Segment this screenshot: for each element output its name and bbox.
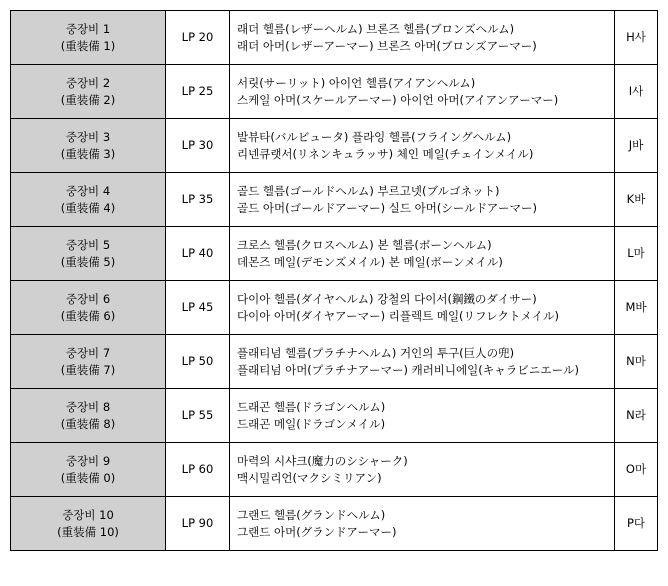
equipment-line-1: 그랜드 헬름(グランドヘルム) [237,507,386,522]
license-name-japanese: (重装備 1) [60,38,116,53]
lp-cost: LP 40 [166,227,230,281]
equipment-list-cell [230,11,615,65]
equipment-line-1: 골드 헬름(ゴールドヘルム) 부르고넷(ブルゴネット) [237,183,500,198]
equipment-line-2: 리넨큐랫서(リネンキュラッサ) 체인 메일(チェインメイル) [237,146,534,161]
table-row [11,389,658,443]
grid-code: L마 [615,227,658,281]
table-row [11,65,658,119]
lp-cost: LP 45 [166,281,230,335]
table-row [11,173,658,227]
equipment-line-2: 스케일 아머(スケールアーマー) 아이언 아머(アイアンアーマー) [237,92,559,107]
license-name-japanese: (重装備 2) [60,92,116,107]
license-name-cell [11,227,166,281]
lp-cost: LP 55 [166,389,230,443]
equipment-line-1: 마력의 시샤크(魔力のシシャーク) [237,453,408,468]
equipment-line-1: 발뷰타(バルビュータ) 플라잉 헬름(フライングヘルム) [237,129,512,144]
equipment-line-1: 다이아 헬름(ダイヤヘルム) 강철의 다이서(鋼鐵のダイサー) [237,291,537,306]
equipment-line-1: 드래곤 헬름(ドラゴンヘルム) [237,399,386,414]
table-row [11,281,658,335]
grid-code: K바 [615,173,658,227]
equipment-list-cell [230,227,615,281]
lp-cost: LP 60 [166,443,230,497]
license-name: 중장비 2 [65,75,111,90]
license-name-japanese: (重装備 10) [57,524,119,539]
equipment-list-cell [230,443,615,497]
grid-code: P다 [615,497,658,551]
grid-code: N라 [615,389,658,443]
license-name-cell [11,389,166,443]
equipment-list-cell [230,119,615,173]
equipment-line-2: 플래티넘 아머(プラチナアーマー) 캐러비니에일(キャラビニエール) [237,362,579,377]
license-name-cell [11,281,166,335]
license-name: 중장비 10 [62,507,114,522]
equipment-list-cell [230,335,615,389]
license-name: 중장비 1 [65,21,111,36]
license-name-japanese: (重装備 7) [60,362,116,377]
license-name: 중장비 4 [65,183,111,198]
table-body [11,11,658,551]
equipment-line-1: 플래티넘 헬름(プラチナヘルム) 거인의 투구(巨人の兜) [237,345,515,360]
equipment-list-cell [230,497,615,551]
grid-code: H사 [615,11,658,65]
equipment-line-2: 다이아 아머(ダイヤアーマー) 리플렉트 메일(リフレクトメイル) [237,308,559,323]
heavy-equipment-table [10,10,658,551]
equipment-list-cell [230,281,615,335]
license-name-cell [11,173,166,227]
equipment-line-2: 드래곤 메일(ドラゴンメイル) [237,416,386,431]
equipment-line-1: 크로스 헬름(クロスヘルム) 본 헬름(ボーンヘルム) [237,237,492,252]
license-name-cell [11,11,166,65]
equipment-list-cell [230,173,615,227]
lp-cost: LP 35 [166,173,230,227]
table-row [11,119,658,173]
license-name-cell [11,443,166,497]
equipment-list-cell [230,389,615,443]
table-row [11,227,658,281]
license-name-cell [11,65,166,119]
license-name-japanese: (重装備 3) [60,146,116,161]
equipment-line-1: 서릿(サーリット) 아이언 헬름(アイアンヘルム) [237,75,476,90]
lp-cost: LP 90 [166,497,230,551]
license-name-japanese: (重装備 6) [60,308,116,323]
lp-cost: LP 20 [166,11,230,65]
grid-code: N마 [615,335,658,389]
table-row [11,497,658,551]
license-name-japanese: (重装備 0) [60,470,116,485]
license-name: 중장비 3 [65,129,111,144]
equipment-line-2: 맥시밀리언(マクシミリアン) [237,470,382,485]
lp-cost: LP 30 [166,119,230,173]
equipment-line-2: 그랜드 아머(グランドアーマー) [237,524,397,539]
license-name-cell [11,119,166,173]
heavy-equipment-table-container [10,10,658,551]
equipment-line-2: 골드 아머(ゴールドアーマー) 실드 아머(シールドアーマー) [237,200,537,215]
grid-code: M바 [615,281,658,335]
table-row [11,335,658,389]
equipment-line-2: 래더 아머(レザーアーマー) 브론즈 아머(ブロンズアーマー) [237,38,537,53]
table-row [11,443,658,497]
grid-code: J바 [615,119,658,173]
license-name-cell [11,497,166,551]
license-name-japanese: (重装備 5) [60,254,116,269]
license-name-japanese: (重装備 8) [60,416,116,431]
license-name: 중장비 8 [65,399,111,414]
license-name: 중장비 6 [65,291,111,306]
table-row [11,11,658,65]
license-name-cell [11,335,166,389]
license-name-japanese: (重装備 4) [60,200,116,215]
equipment-list-cell [230,65,615,119]
lp-cost: LP 25 [166,65,230,119]
equipment-line-2: 데몬즈 메일(デモンズメイル) 본 메일(ボーンメイル) [237,254,503,269]
license-name: 중장비 5 [65,237,111,252]
license-name: 중장비 7 [65,345,111,360]
lp-cost: LP 50 [166,335,230,389]
grid-code: O마 [615,443,658,497]
grid-code: I사 [615,65,658,119]
equipment-line-1: 래더 헬름(レザーヘルム) 브론즈 헬름(ブロンズヘルム) [237,21,515,36]
license-name: 중장비 9 [65,453,111,468]
